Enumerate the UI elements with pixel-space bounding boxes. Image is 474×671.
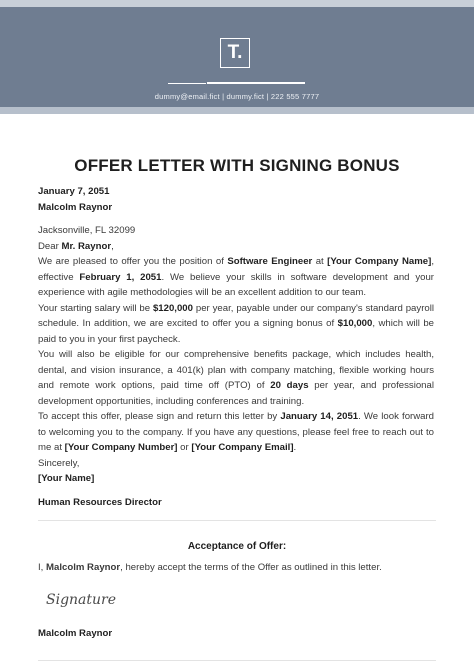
offer-paragraph: We are pleased to offer you the position of Software Engineer at [Your Company Name], effective February 1, 2051. We believe your skills in software development and your experience with agile methodologies will be an excellent addition to our team. bbox=[38, 256, 434, 298]
closing: Sincerely, bbox=[38, 457, 80, 469]
company-logo: T. bbox=[220, 38, 250, 68]
letter-title: OFFER LETTER WITH SIGNING BONUS bbox=[74, 156, 400, 175]
salutation: Dear Mr. Raynor, bbox=[38, 240, 114, 252]
sender-title: Human Resources Director bbox=[38, 496, 162, 508]
benefits-paragraph: You will also be eligible for our comprehensive benefits package, which includes health, dental, and vision insurance, a 401(k) plan with company matching, flexible working hours and remote work options, paid time off (PTO) of 20 days per year, and professional development opportunities, including conferences and training. bbox=[38, 349, 434, 407]
letterhead-banner bbox=[0, 7, 474, 107]
header-rule-left bbox=[168, 83, 206, 84]
header-contact-info: dummy@email.fict | dummy.fict | 222 555 7777 bbox=[154, 92, 320, 101]
letter-body bbox=[38, 184, 434, 510]
recipient-address: Jacksonville, FL 32099 bbox=[38, 225, 136, 236]
acceptance-instructions-paragraph: To accept this offer, please sign and return this letter by January 14, 2051. We look forward to welcoming you to the company. If you have any questions, please feel free to reach out to me at [Your Company Number] or [Your Company Email]. bbox=[38, 411, 435, 453]
header-rule-right bbox=[207, 82, 305, 84]
sender-name: [Your Name] bbox=[38, 473, 95, 484]
section-divider bbox=[38, 520, 436, 521]
signature-image: Signature bbox=[46, 592, 117, 608]
acceptance-title: Acceptance of Offer: bbox=[187, 541, 287, 552]
recipient-name: Malcolm Raynor bbox=[38, 201, 113, 213]
acceptance-statement: I, Malcolm Raynor, hereby accept the terms of the Offer as outlined in this letter. bbox=[38, 562, 382, 573]
salary-paragraph: Your starting salary will be $120,000 per year, payable under our company's standard payroll schedule. In addition, we are excited to offer you a signing bonus of $10,000, which will be paid to you in your first paycheck. bbox=[38, 302, 435, 345]
letter-date: January 7, 2051 bbox=[38, 186, 110, 197]
footer-divider bbox=[38, 660, 436, 661]
top-strip bbox=[0, 0, 474, 7]
signer-name: Malcolm Raynor bbox=[38, 628, 113, 639]
header-underline bbox=[0, 107, 474, 114]
